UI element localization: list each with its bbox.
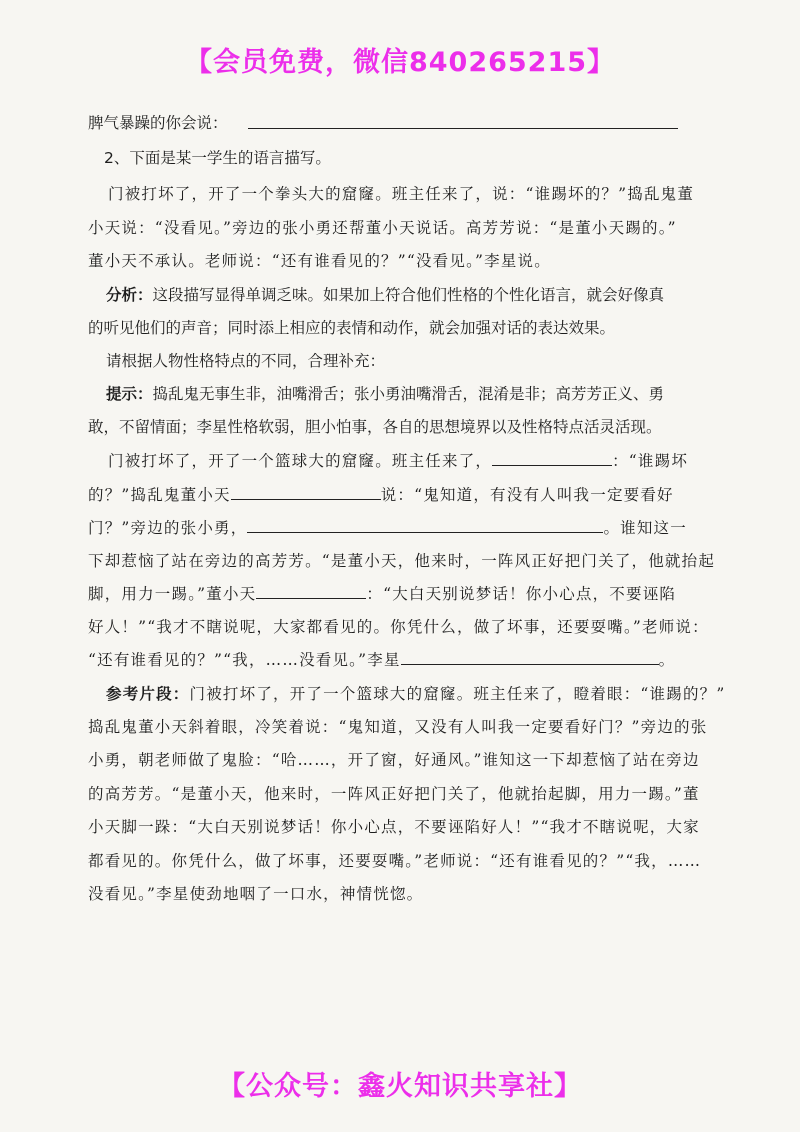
analysis-text-1: 这段描写显得单调乏味。如果加上符合他们性格的个性化语言，就会好像真 — [152, 286, 665, 304]
reference-line-2: 捣乱鬼董小天斜着眼，冷笑着说：“鬼知道，又没有人叫我一定要看好门？”旁边的张 — [88, 718, 708, 736]
fill-line-3 — [88, 518, 687, 538]
fill-5-text-b: ：“大白天别说梦话！你小心点，不要诬陷 — [366, 585, 677, 603]
reference-line-7: 没看见。”李星使劲地咽了一口水，神情恍惚。 — [88, 885, 424, 903]
fill-line-1 — [108, 451, 688, 471]
sample-line-1: 门被打坏了，开了一个拳头大的窟窿。班主任来了，说：“谁踢坏的？”捣乱鬼董 — [108, 185, 695, 203]
fill-5-text-a: 脚，用力一踢。”董小天 — [88, 585, 257, 603]
reference-text-1: 门被打坏了，开了一个篮球大的窟窿。班主任来了，瞪着眼：“谁踢的？” — [189, 685, 726, 703]
fill-3-text-b: 。谁知这一 — [603, 519, 687, 537]
reference-line-3: 小勇，朝老师做了鬼脸：“哈……，开了窗，好通风。”谁知这一下却惹恼了站在旁边 — [88, 751, 700, 769]
fill-line-6: 好人！”“我才不瞎说呢，大家都看见的。你凭什么，做了坏事，还要耍嘴。”老师说： — [88, 618, 709, 636]
prompt-temper-text: 脾气暴躁的你会说： — [88, 114, 228, 132]
fill-3-text-a: 门？”旁边的张小勇， — [88, 519, 248, 537]
fill-line-5 — [88, 584, 676, 604]
fill-blank-li-xing[interactable] — [401, 650, 659, 665]
sample-line-2: 小天说：“没看见。”旁边的张小勇还帮董小天说话。高芳芳说：“是董小天踢的。” — [88, 219, 677, 237]
hint-text-1: 捣乱鬼无事生非，油嘴滑舌；张小勇油嘴滑舌，混淆是非；高芳芳正义、勇 — [152, 385, 665, 403]
fill-2-text-b: 说：“鬼知道，有没有人叫我一定要看好 — [380, 486, 674, 504]
fill-blank-dong-xiaotian-2[interactable] — [256, 584, 366, 599]
sample-line-3: 董小天不承认。老师说：“还有谁看见的？”“没看见。”李星说。 — [88, 252, 551, 270]
question-2-heading: 2、下面是某一学生的语言描写。 — [104, 149, 331, 167]
reference-line-6: 都看见的。你凭什么，做了坏事，还要耍嘴。”老师说：“还有谁看见的？”“我，…… — [88, 852, 702, 870]
instruction-line: 请根据人物性格特点的不同，合理补充： — [106, 352, 386, 370]
hint-label: 提示： — [106, 385, 153, 403]
top-watermark-banner: 【会员免费，微信840265215】 — [184, 47, 616, 78]
fill-blank-zhang-xiaoyong[interactable] — [247, 518, 603, 533]
prompt-line-temper — [88, 113, 228, 133]
fill-line-4: 下却惹恼了站在旁边的高芳芳。“是董小天，他来时，一阵风正好把门关了，他就抬起 — [88, 552, 716, 570]
analysis-line-2: 的听见他们的声音；同时添上相应的表情和动作，就会加强对话的表达效果。 — [88, 319, 616, 337]
analysis-label: 分析： — [106, 286, 153, 304]
bottom-watermark-banner: 【公众号：鑫火知识共享社】 — [218, 1071, 582, 1102]
fill-2-text-a: 的？”捣乱鬼董小天 — [88, 486, 231, 504]
fill-line-7 — [88, 650, 675, 670]
fill-7-text-a: “还有谁看见的？”“我，……没看见。”李星 — [88, 651, 401, 669]
reference-line-1 — [106, 684, 725, 704]
fill-7-text-b: 。 — [658, 651, 676, 669]
fill-1-text-a: 门被打坏了，开了一个篮球大的窟窿。班主任来了， — [108, 452, 493, 470]
fill-line-2 — [88, 485, 674, 505]
answer-blank-temper — [248, 128, 678, 129]
reference-line-5: 小天脚一跺：“大白天别说梦话！你小心点，不要诬陷好人！”“我才不瞎说呢，大家 — [88, 818, 700, 836]
hint-line-2: 敢，不留情面；李星性格软弱，胆小怕事，各自的思想境界以及性格特点活灵活现。 — [88, 418, 662, 436]
fill-blank-dong-xiaotian-1[interactable] — [231, 485, 381, 500]
fill-1-text-b: ：“谁踢坏 — [612, 452, 689, 470]
analysis-line-1 — [106, 285, 664, 305]
fill-blank-teacher[interactable] — [492, 451, 612, 466]
reference-label: 参考片段： — [106, 684, 190, 703]
hint-line-1 — [106, 384, 664, 404]
reference-line-4: 的高芳芳。“是董小天，他来时，一阵风正好把门关了，他就抬起脚，用力一踢。”董 — [88, 785, 700, 803]
